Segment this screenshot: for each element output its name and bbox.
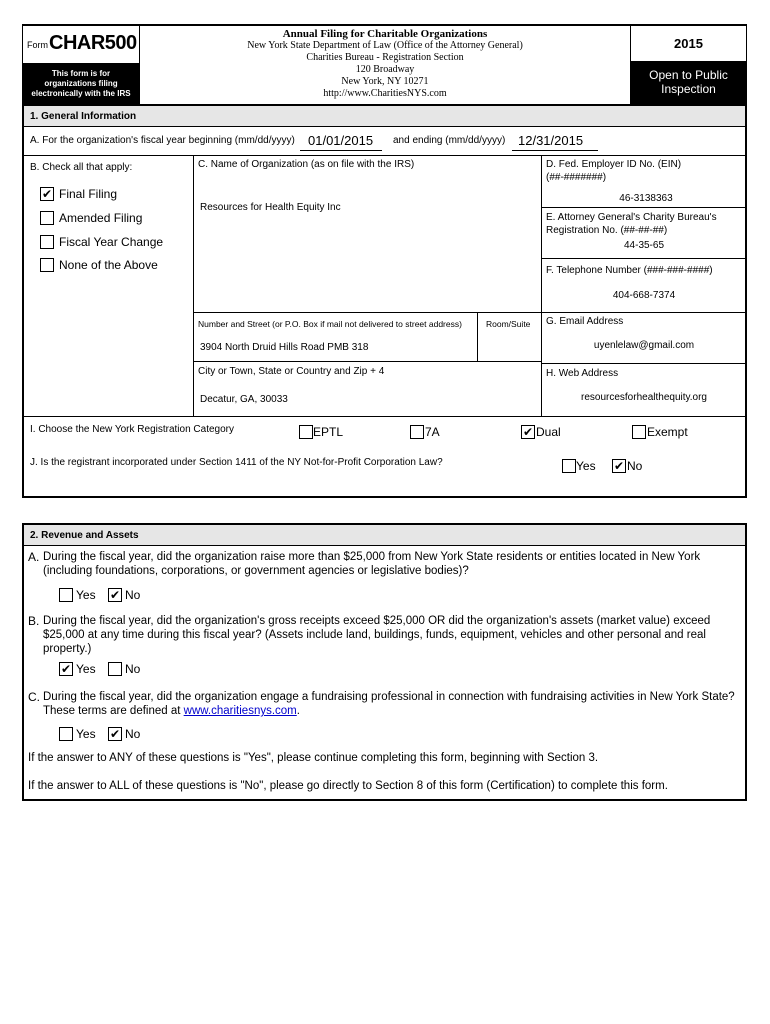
street-label: Number and Street (or P.O. Box if mail not delivered to street address) bbox=[198, 319, 462, 329]
question-c-text bbox=[43, 690, 743, 718]
tax-year-box bbox=[630, 26, 747, 62]
header-center bbox=[140, 26, 630, 106]
7a-checkbox[interactable] bbox=[410, 425, 424, 439]
none-of-above-label: None of the Above bbox=[59, 258, 158, 272]
question-b-yes-label: Yes bbox=[76, 662, 96, 676]
grid-line bbox=[24, 155, 745, 156]
1411-yes-checkbox[interactable] bbox=[562, 459, 576, 473]
bureau-name: Charities Bureau - Registration Section bbox=[306, 52, 464, 63]
grid-line bbox=[193, 312, 542, 313]
final-filing-label: Final Filing bbox=[59, 187, 118, 201]
note-all-no: If the answer to ALL of these questions is "No", please go directly to Section 8 of this form (Certification) to complete this form. bbox=[28, 780, 668, 792]
section1-title: 1. General Information bbox=[30, 111, 137, 122]
1411-no-label: No bbox=[627, 459, 643, 473]
grid-line bbox=[541, 258, 745, 259]
telephone-field[interactable]: 404-668-7374 bbox=[612, 290, 676, 301]
grid-line bbox=[477, 312, 478, 361]
note-any-yes: If the answer to ANY of these questions is "Yes", please continue completing this form, beginning with Section 3. bbox=[28, 752, 599, 764]
section2-title-bar bbox=[24, 525, 745, 546]
check-all-label: B. Check all that apply: bbox=[30, 162, 133, 173]
electronic-note-box bbox=[22, 64, 140, 106]
form-header bbox=[22, 24, 747, 104]
agency-website: http://www.CharitiesNYS.com bbox=[323, 88, 447, 99]
grid-line bbox=[193, 155, 194, 417]
fiscal-year-change-checkbox[interactable] bbox=[40, 235, 54, 249]
question-a-line: During the fiscal year, did the organization raise more than $25,000 from New York State residents or entities located in New York bbox=[43, 551, 701, 563]
question-a-text bbox=[43, 550, 743, 578]
final-filing-checkbox[interactable]: ✔ bbox=[41, 187, 53, 201]
section-1411-label: J. Is the registrant incorporated under Section 1411 of the NY Not-for-Profit Corporation Law? bbox=[30, 457, 443, 468]
grid-line bbox=[541, 207, 745, 208]
charities-nys-link[interactable]: www.charitiesnys.com bbox=[183, 705, 297, 717]
form-title: Annual Filing for Charitable Organizations bbox=[282, 28, 488, 40]
question-c-line bbox=[43, 704, 743, 718]
form-number-box bbox=[22, 26, 140, 64]
city-label: City or Town, State or Country and Zip + 4 bbox=[198, 366, 385, 377]
none-of-above-checkbox[interactable] bbox=[40, 258, 54, 272]
fiscal-year-change-label: Fiscal Year Change bbox=[59, 235, 164, 249]
agency-name: New York State Department of Law (Office of the Attorney General) bbox=[247, 40, 523, 51]
question-a-no-checkbox[interactable]: ✔ bbox=[109, 588, 121, 602]
1411-yes-label: Yes bbox=[576, 459, 596, 473]
question-c-line-suffix: . bbox=[296, 705, 300, 717]
ein-format: (##-#######) bbox=[546, 172, 607, 183]
question-b-text bbox=[43, 614, 743, 656]
exempt-label: Exempt bbox=[647, 425, 688, 439]
form-number: CHAR500 bbox=[49, 32, 137, 54]
eptl-checkbox[interactable] bbox=[299, 425, 313, 439]
fiscal-year-end-label: and ending (mm/dd/yyyy) bbox=[393, 135, 506, 146]
question-c-no-label: No bbox=[125, 727, 141, 741]
fiscal-year-begin-label: A. For the organization's fiscal year beginning (mm/dd/yyyy) bbox=[30, 135, 295, 146]
ein-field[interactable]: 46-3138363 bbox=[619, 193, 673, 204]
question-a-yes-checkbox[interactable] bbox=[59, 588, 73, 602]
fiscal-year-begin-field[interactable]: 01/01/2015 bbox=[300, 133, 382, 151]
grid-line bbox=[541, 312, 745, 313]
eptl-label: EPTL bbox=[313, 425, 344, 439]
tax-year: 2015 bbox=[674, 36, 703, 51]
question-c-line-prefix: These terms are defined at bbox=[43, 705, 184, 717]
question-b-letter: B. bbox=[28, 614, 40, 628]
question-c-line: During the fiscal year, did the organization engage a fundraising professional in connection with fundraising activities in New York State? bbox=[43, 691, 735, 703]
form-prefix: Form bbox=[27, 40, 48, 50]
question-a-line: (including foundations, corporations, or government agencies or legislative bodies)? bbox=[43, 565, 469, 577]
question-b-line: $25,000 at any time during this fiscal year? (Assets include land, buildings, funds, equipment, vehicles and other personal and real bbox=[43, 629, 706, 641]
org-name-field[interactable]: Resources for Health Equity Inc bbox=[200, 202, 341, 213]
dual-checkbox[interactable]: ✔ bbox=[522, 425, 534, 439]
dual-label: Dual bbox=[536, 425, 561, 439]
exempt-checkbox[interactable] bbox=[632, 425, 646, 439]
agency-city: New York, NY 10271 bbox=[341, 76, 429, 87]
email-label: G. Email Address bbox=[546, 316, 624, 327]
question-b-no-label: No bbox=[125, 662, 141, 676]
public-note: Open to Public Inspection bbox=[649, 68, 728, 96]
question-b-line: property.) bbox=[43, 643, 92, 655]
question-a-yes-label: Yes bbox=[76, 588, 96, 602]
question-b-line: During the fiscal year, did the organization's gross receipts exceed $25,000 OR did the organization's assets (market value) exceed bbox=[43, 615, 711, 627]
question-c-no-checkbox[interactable]: ✔ bbox=[109, 727, 121, 741]
electronic-note: This form is for organizations filing electronically with the IRS bbox=[31, 69, 131, 98]
org-name-label: C. Name of Organization (as on file with the IRS) bbox=[198, 159, 415, 170]
1411-no-checkbox[interactable]: ✔ bbox=[613, 459, 625, 473]
grid-line bbox=[541, 363, 745, 364]
amended-filing-checkbox[interactable] bbox=[40, 211, 54, 225]
question-c-letter: C. bbox=[28, 690, 40, 704]
7a-label: 7A bbox=[425, 425, 440, 439]
question-b-yes-checkbox[interactable]: ✔ bbox=[60, 662, 72, 676]
question-c-yes-label: Yes bbox=[76, 727, 96, 741]
public-note-box bbox=[630, 62, 747, 106]
question-a-letter: A. bbox=[28, 550, 40, 564]
email-field[interactable]: uyenlelaw@gmail.com bbox=[593, 340, 695, 351]
web-address-label: H. Web Address bbox=[546, 368, 619, 379]
grid-line bbox=[541, 155, 542, 417]
ag-registration-label: E. Attorney General's Charity Bureau's Registration No. (##-##-##) bbox=[546, 212, 717, 236]
section2-title: 2. Revenue and Assets bbox=[30, 530, 139, 541]
question-c-yes-checkbox[interactable] bbox=[59, 727, 73, 741]
telephone-label: F. Telephone Number (###-###-####) bbox=[546, 265, 713, 276]
web-address-field[interactable]: resourcesforhealthequity.org bbox=[581, 392, 707, 403]
grid-line bbox=[24, 416, 745, 417]
section1-title-bar bbox=[24, 106, 745, 127]
city-field[interactable]: Decatur, GA, 30033 bbox=[200, 394, 288, 405]
registration-category-label: I. Choose the New York Registration Category bbox=[30, 424, 234, 435]
question-a-no-label: No bbox=[125, 588, 141, 602]
ag-registration-field[interactable]: 44-35-65 bbox=[623, 240, 665, 251]
question-b-no-checkbox[interactable] bbox=[108, 662, 122, 676]
room-suite-label: Room/Suite bbox=[486, 319, 531, 329]
ein-label: D. Fed. Employer ID No. (EIN) bbox=[546, 159, 682, 170]
fiscal-year-end-field[interactable]: 12/31/2015 bbox=[512, 133, 598, 151]
grid-line bbox=[193, 361, 542, 362]
agency-street: 120 Broadway bbox=[355, 64, 415, 75]
amended-filing-label: Amended Filing bbox=[59, 211, 143, 225]
street-field[interactable]: 3904 North Druid Hills Road PMB 318 bbox=[200, 342, 369, 353]
